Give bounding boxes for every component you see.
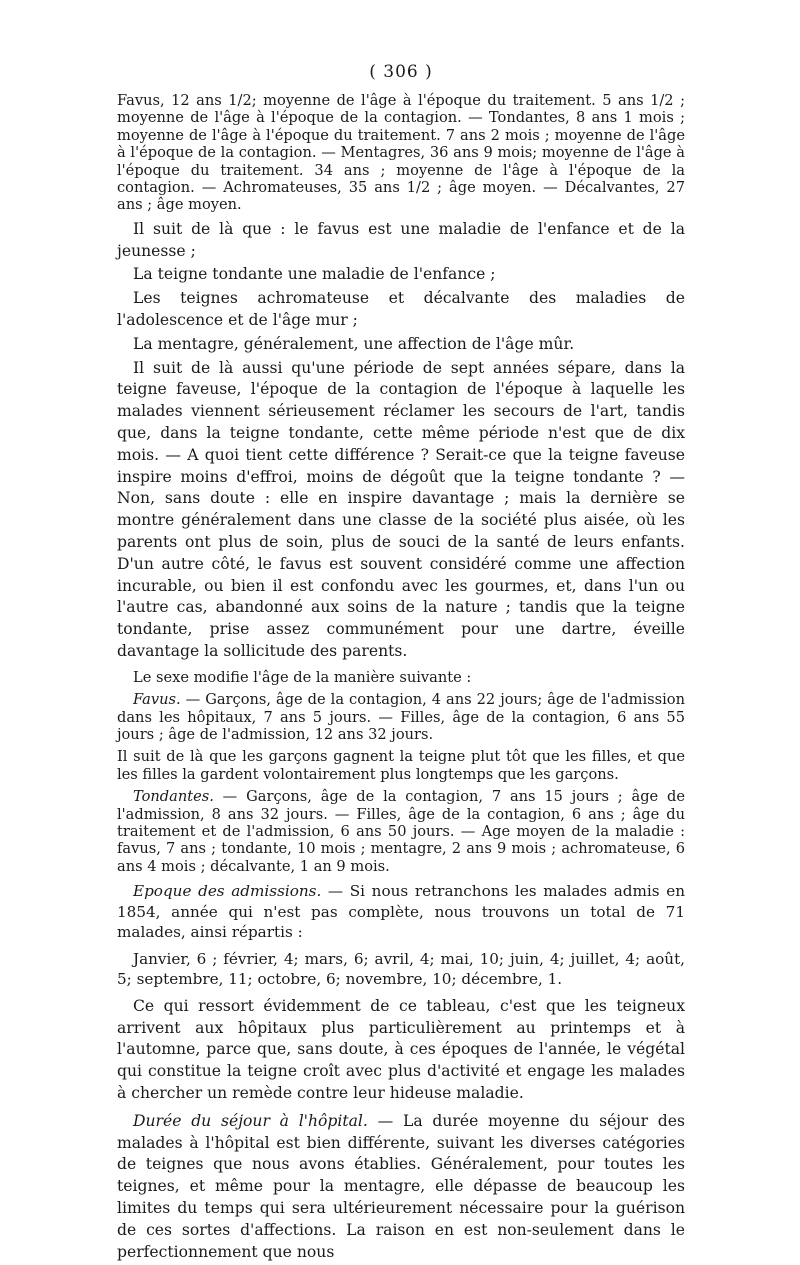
paragraph-lead: Favus. bbox=[133, 691, 181, 709]
paragraph-period-difference: Il suit de là aussi qu'une période de sept années sépare, dans la teigne faveuse, l'époque de la contagion de l'époque à laquelle les malades viennent sérieusement réclamer les secours de l'art, tandis que, dans la teigne tondante, cette même période n'est que de dix mois. — A quoi tient cette différence ? Serait-ce que la teigne faveuse inspire moins d'effroi, moins de dégoût que la teigne tondante ? — Non, sans doute : elle en inspire davantage ; mais la dernière se montre généralement dans une classe de la société plus aisée, où les parents ont plus de soin, plus de souci de la santé de leurs enfants. D'un autre côté, le favus est souvent considéré comme une affection incurable, ou bien il est confondu avec les gourmes, et, dans l'un ou l'autre cas, abandonné aux soins de la nature ; tandis que la teigne tondante, prise assez communément pour une dartre, éveille davantage la sollicitude des parents. bbox=[117, 358, 685, 660]
paragraph-body: — Garçons, âge de la contagion, 4 ans 22 jours; âge de l'admission dans les hôpitaux, 7 ans 5 jours. — Filles, âge de la contagion, 6 ans 55 jours ; âge de l'admission, 12 ans 32 jours. bbox=[117, 691, 685, 743]
paragraph-hospital-stay bbox=[117, 1111, 685, 1264]
paragraph-lead: Epoque des admissions. bbox=[133, 882, 322, 901]
paragraph-body: — Garçons, âge de la contagion, 7 ans 15 jours ; âge de l'admission, 8 ans 32 jours. — Filles, âge de la contagion, 6 ans ; âge du traitement et de l'admission, 6 ans 50 jours. — Age moyen de la maladie : favus, 7 ans ; tondante, 10 mois ; mentagre, 2 ans 9 mois ; achromateuse, 6 ans 4 mois ; décalvante, 1 an 9 mois. bbox=[117, 788, 685, 875]
paragraph-seasonal: Ce qui ressort évidemment de ce tableau, c'est que les teigneux arrivent aux hôpitaux plus particulièrement au printemps et à l'automne, parce que, sans doute, à ces époques de l'année, le végétal qui constitue la teigne croît avec plus d'activité et engage les malades à chercher un remède contre leur hideuse maladie. bbox=[117, 996, 685, 1102]
paragraph-age-averages: Favus, 12 ans 1/2; moyenne de l'âge à l'époque du traitement. 5 ans 1/2 ; moyenne de l'âge à l'époque de la contagion. — Tondantes, 8 ans 1 mois ; moyenne de l'âge à l'époque du traitement. 7 ans 2 mois ; moyenne de l'âge à l'époque de la contagion. — Mentagres, 36 ans 9 mois; moyenne de l'âge à l'époque du traitement. 34 ans ; moyenne de l'âge à l'époque de la contagion. — Achromateuses, 35 ans 1/2 ; âge moyen. — Décalvantes, 27 ans ; âge moyen. bbox=[117, 92, 685, 214]
paragraph-monthly-counts: Janvier, 6 ; février, 4; mars, 6; avril, 4; mai, 10; juin, 4; juillet, 4; août, 5; septembre, 11; octobre, 6; novembre, 10; décembre, 1. bbox=[117, 949, 685, 989]
paragraph-body: — La durée moyenne du séjour des malades à l'hôpital est bien différente, suivant les diverses catégories de teignes que nous avons établies. Généralement, pour toutes les teignes, et même pour la mentagre, elle dépasse de beaucoup les limites du temps qui sera ultérieurement nécessaire pour la guérison de ces sortes d'affections. La raison en est non-seulement dans le perfectionnement que nous bbox=[117, 1111, 685, 1261]
paragraph-body: — Si nous retranchons les malades admis en 1854, année qui n'est pas complète, nous trouvons un total de 71 malades, ainsi répartis : bbox=[117, 882, 685, 942]
paragraph-lead: Durée du séjour à l'hôpital. bbox=[133, 1111, 368, 1130]
paragraph-conclusion-favus: Il suit de là que : le favus est une maladie de l'enfance et de la jeunesse ; bbox=[117, 219, 685, 260]
paragraph-sex-intro: Le sexe modifie l'âge de la manière suivante : bbox=[133, 668, 472, 686]
paragraph-conclusion-mentagre: La mentagre, généralement, une affection de l'âge mûr. bbox=[133, 334, 575, 353]
paragraph-boys-girls: Il suit de là que les garçons gagnent la teigne plut tôt que les filles, et que les filles la gardent volontairement plus longtemps que les garçons. bbox=[117, 748, 685, 783]
paragraph-tondantes-sex bbox=[117, 788, 685, 875]
paragraph-lead: Tondantes. bbox=[133, 788, 214, 806]
paragraph-conclusion-achromateuse: Les teignes achromateuse et décalvante des maladies de l'adolescence et de l'âge mur ; bbox=[117, 289, 685, 330]
paragraph-favus-sex bbox=[117, 691, 685, 743]
document-page bbox=[117, 62, 685, 1265]
paragraph-admissions bbox=[117, 881, 685, 943]
page-number: ( 306 ) bbox=[369, 62, 433, 82]
paragraph-conclusion-tondante: La teigne tondante une maladie de l'enfance ; bbox=[133, 265, 496, 284]
